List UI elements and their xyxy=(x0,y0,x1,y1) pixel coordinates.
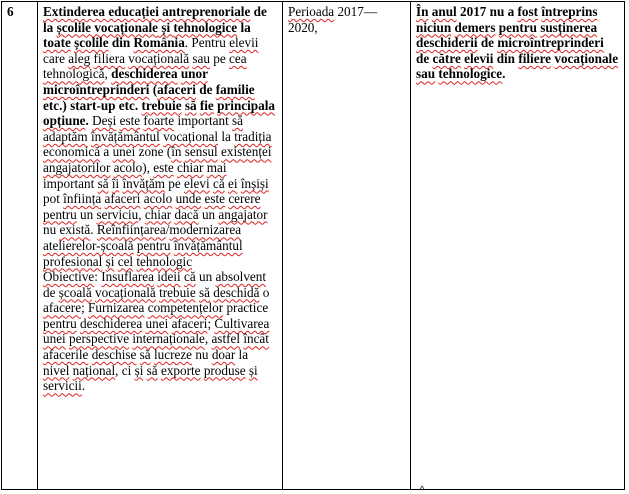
flagged-word: vocațională xyxy=(95,284,156,300)
flagged-word: filiera xyxy=(93,50,125,66)
flagged-word: foarte xyxy=(143,113,175,129)
flagged-word: astfel xyxy=(211,331,241,347)
flagged-word: sau xyxy=(192,50,210,66)
flagged-word: să xyxy=(199,284,210,300)
flagged-word: economică xyxy=(43,144,101,160)
flagged-word: școlile vocaționale xyxy=(56,19,159,35)
flagged-word: afacere xyxy=(43,300,82,316)
flagged-word: cel xyxy=(117,253,134,269)
period-text xyxy=(288,4,405,35)
flagged-word: modernizarea xyxy=(169,222,242,238)
flagged-word: Cultivarea xyxy=(214,315,270,331)
flagged-word: să xyxy=(232,113,244,129)
flagged-word: tehnologice xyxy=(173,19,238,35)
flagged-word: chiar xyxy=(144,206,172,222)
text-run: . Pentru xyxy=(184,35,230,51)
cursor-caret-icon: ^ xyxy=(420,484,425,494)
flagged-word: elevii xyxy=(464,50,494,66)
flagged-word: cerere xyxy=(228,191,261,207)
flagged-word: deschiderii xyxy=(416,35,478,51)
text-run: un xyxy=(76,206,97,222)
text-run: ), xyxy=(142,159,154,175)
flagged-word: este xyxy=(204,191,226,207)
text-run: nu xyxy=(192,347,212,363)
text-run: . xyxy=(502,66,506,82)
flagged-word: învățământul xyxy=(173,237,243,253)
flagged-word: și xyxy=(105,253,115,269)
text-run: zone ( xyxy=(135,144,172,160)
flagged-word: sensul xyxy=(184,144,218,160)
text-run: . xyxy=(81,378,86,394)
text-run: care xyxy=(43,50,69,66)
text-run: / xyxy=(165,222,170,238)
flagged-word: chiar xyxy=(177,159,204,175)
text-run: important xyxy=(43,175,98,191)
flagged-word: să xyxy=(146,362,158,378)
flagged-word: demers xyxy=(454,19,496,35)
text-run: de xyxy=(477,35,498,51)
flagged-word: școală xyxy=(58,284,92,300)
flagged-word: pentru xyxy=(498,19,537,35)
flagged-word: deschise xyxy=(91,347,137,363)
flagged-word: familie xyxy=(215,81,255,97)
flagged-word: și xyxy=(158,19,174,35)
flagged-word: către xyxy=(432,50,461,66)
flagged-word: învățăm xyxy=(122,175,165,191)
text-run: ( xyxy=(149,81,158,97)
text-run: ; xyxy=(81,300,89,316)
flagged-word: susținerea xyxy=(540,19,598,35)
text-run: , xyxy=(204,331,212,347)
text-run: din xyxy=(108,35,134,51)
flagged-word: Deși xyxy=(92,113,117,129)
flagged-word: filiere xyxy=(518,50,552,66)
flagged-word: unde xyxy=(175,191,202,207)
text-run: . xyxy=(85,113,93,129)
flagged-word: Perioada xyxy=(288,4,335,19)
text-run: pot xyxy=(43,191,64,207)
text-run: la xyxy=(235,347,249,363)
flagged-word: angajator xyxy=(218,206,268,222)
flagged-word: pentru xyxy=(43,315,77,331)
flagged-word: adaptăm xyxy=(43,128,88,144)
flagged-word: și xyxy=(248,362,258,378)
table-row xyxy=(2,2,625,490)
flagged-word: lucreze xyxy=(153,347,193,363)
text-run: de la xyxy=(43,4,267,35)
flagged-word: Extinderea educației antreprenoriale xyxy=(43,4,251,19)
flagged-word: În xyxy=(416,4,429,19)
flagged-word: că xyxy=(212,175,225,191)
text-run: practice xyxy=(223,300,269,316)
flagged-word: ideii xyxy=(157,269,181,285)
text-run: pe xyxy=(209,50,230,66)
flagged-word: sau xyxy=(416,66,436,82)
text-run: nu xyxy=(43,222,60,238)
flagged-word: înființa xyxy=(63,191,102,207)
document-table xyxy=(1,1,625,490)
flagged-word: fie xyxy=(199,97,214,113)
flagged-word: opțiune xyxy=(43,113,86,129)
flagged-word: vocațională xyxy=(128,50,190,66)
flagged-word: unei xyxy=(43,331,66,347)
flagged-word: este xyxy=(153,159,174,175)
flagged-word: întreprins xyxy=(541,4,598,19)
text-run: un xyxy=(198,206,219,222)
flagged-word: microîntreprinderi xyxy=(497,35,604,51)
description-cell[interactable] xyxy=(38,2,283,490)
text-run: pe xyxy=(164,175,185,191)
description-text xyxy=(43,4,277,394)
flagged-word: unei xyxy=(112,144,136,160)
flagged-word: în xyxy=(171,144,182,160)
flagged-word: tehnologică xyxy=(43,66,105,82)
flagged-word: înșiși xyxy=(240,175,269,191)
flagged-word: deschiderea xyxy=(80,315,143,331)
flagged-word: afaceri xyxy=(104,191,141,207)
flagged-word: nivel xyxy=(43,362,70,378)
flagged-word: toate xyxy=(43,35,71,51)
flagged-word: învățământul xyxy=(90,128,160,144)
flagged-word: pentru xyxy=(43,206,77,222)
text-run: , ci xyxy=(115,362,135,378)
period-cell[interactable] xyxy=(283,2,411,490)
flagged-word: tradiția xyxy=(234,128,272,144)
flagged-word: tehnologice xyxy=(438,66,503,82)
text-run: a xyxy=(100,144,113,160)
flagged-word: național xyxy=(72,362,116,378)
flagged-word: mai xyxy=(206,159,227,175)
flagged-word: tehnologic xyxy=(136,253,193,269)
row-number: 6 xyxy=(7,4,14,19)
flagged-word: acolo xyxy=(113,159,143,175)
text-run: . xyxy=(90,222,97,238)
flagged-word: microîntreprinderi xyxy=(43,81,150,97)
flagged-word: este xyxy=(119,113,141,129)
flagged-word: România xyxy=(133,35,185,51)
flagged-word: acolo xyxy=(143,191,173,207)
flagged-word: unor xyxy=(180,66,208,82)
flagged-word: Reînființarea xyxy=(96,222,166,238)
flagged-word: pentru xyxy=(136,237,171,253)
text-run: la xyxy=(237,19,251,35)
flagged-word: deschiderea xyxy=(111,66,178,82)
text-run: important xyxy=(174,113,233,129)
flagged-word: existenței xyxy=(221,144,272,160)
text-run: , xyxy=(138,206,145,222)
flagged-word: încât xyxy=(243,331,269,347)
flagged-word: există xyxy=(59,222,91,238)
flagged-word: școlile xyxy=(74,35,109,51)
text-run: din xyxy=(493,50,519,66)
flagged-word: Furnizarea xyxy=(88,300,145,316)
flagged-word: produse xyxy=(203,362,246,378)
flagged-word: anul xyxy=(431,4,457,19)
flagged-word: unei xyxy=(145,315,169,331)
flagged-word: internaționale xyxy=(132,331,205,347)
flagged-word: ei xyxy=(227,175,238,191)
status-cell[interactable] xyxy=(411,2,625,490)
flagged-word: Obiective xyxy=(43,269,95,285)
flagged-word: servicii xyxy=(43,378,82,394)
text-run: 2017 nu a xyxy=(456,4,518,19)
flagged-word: absolvent xyxy=(215,269,267,285)
flagged-word: elevi xyxy=(184,175,210,191)
text-run: la xyxy=(218,128,235,144)
text-run: 2017—2020, xyxy=(288,4,377,35)
flagged-word: să xyxy=(139,347,151,363)
flagged-word: serviciu xyxy=(96,206,139,222)
text-run: de xyxy=(416,50,433,66)
flagged-word: afaceri xyxy=(157,81,196,97)
flagged-word: doar xyxy=(211,347,236,363)
flagged-word: fost xyxy=(517,4,539,19)
text-run: un xyxy=(195,269,216,285)
text-run: ; xyxy=(207,315,215,331)
flagged-word: trebuie xyxy=(159,284,196,300)
status-text xyxy=(416,4,619,82)
flagged-word: afacerile xyxy=(43,347,89,363)
flagged-word: trebuie xyxy=(141,97,182,113)
flagged-word: dacă xyxy=(174,206,199,222)
flagged-word: afaceri xyxy=(171,315,208,331)
flagged-word: angajatorilor xyxy=(43,159,111,175)
flagged-word: exporte xyxy=(160,362,201,378)
flagged-word: vocaționale xyxy=(554,50,619,66)
flagged-word: niciun xyxy=(416,19,452,35)
text-run: , xyxy=(104,66,112,82)
text-run: de xyxy=(43,284,59,300)
flagged-word: profesional xyxy=(43,253,103,269)
flagged-word: deschidă xyxy=(213,284,260,300)
flagged-word: îi xyxy=(111,175,120,191)
flagged-word: competențelor xyxy=(147,300,224,316)
text-run: o xyxy=(259,284,270,300)
flagged-word: că xyxy=(184,269,196,285)
flagged-word: elevii xyxy=(229,35,259,51)
flagged-word: vocațional xyxy=(163,128,219,144)
flagged-word: principala xyxy=(217,97,275,113)
row-number-cell[interactable] xyxy=(2,2,38,490)
flagged-word: să xyxy=(97,175,109,191)
flagged-word: și xyxy=(134,362,144,378)
flagged-word: atelierelor-școală xyxy=(43,237,134,253)
flagged-word: cea xyxy=(229,50,247,66)
text-run: etc.) start-up etc. xyxy=(43,97,142,113)
text-run: de xyxy=(195,81,216,97)
flagged-word: să xyxy=(184,97,197,113)
flagged-word: perspective xyxy=(69,331,130,347)
flagged-word: aleg xyxy=(68,50,91,66)
flagged-word: Insuflarea xyxy=(101,269,154,285)
text-run: : xyxy=(94,269,102,285)
